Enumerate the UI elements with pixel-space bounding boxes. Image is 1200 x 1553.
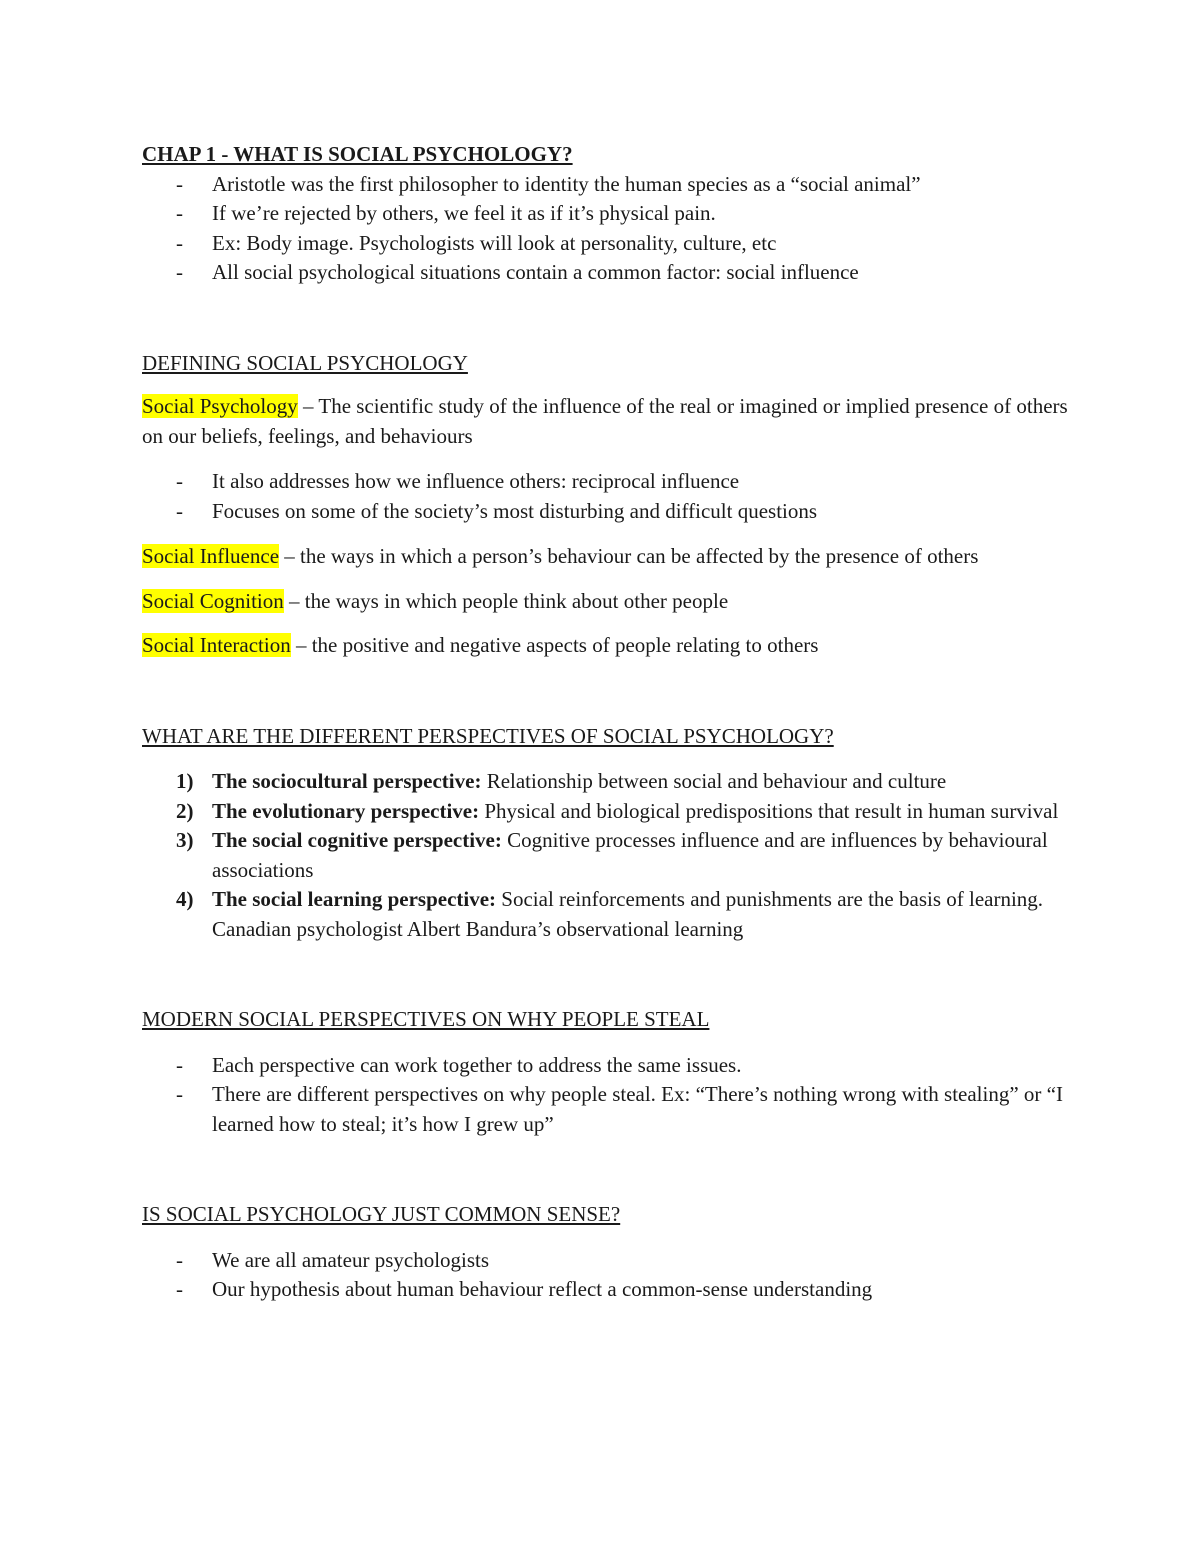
- dash-marker: -: [176, 1277, 183, 1301]
- document-page: [142, 140, 1072, 1305]
- list-number: 3): [176, 828, 194, 852]
- list-number: 1): [176, 769, 194, 793]
- dash-marker: -: [176, 201, 183, 225]
- list-item: - Our hypothesis about human behaviour reflect a common-sense understanding: [142, 1275, 1072, 1305]
- dash-marker: -: [176, 1247, 183, 1272]
- common-sense-bullet-list: [142, 1246, 1072, 1305]
- dash-marker: -: [176, 260, 183, 284]
- definition-social-cognition: Social Cognition – the ways in which people think about other people: [142, 588, 729, 613]
- list-item: - If we’re rejected by others, we feel it as if it’s physical pain.: [142, 199, 1072, 229]
- section-heading-common-sense: IS SOCIAL PSYCHOLOGY JUST COMMON SENSE?: [142, 1202, 621, 1226]
- list-item: - There are different perspectives on why people steal. Ex: “There’s nothing wrong with stealing” or “I learned how to steal; it’s how I grew up”: [176, 1082, 1063, 1136]
- list-item: 4) The social learning perspective: Social reinforcements and punishments are the basis of learning. Canadian psychologist Albert Bandura’s observational learning: [176, 887, 1044, 941]
- list-item: - Aristotle was the first philosopher to identity the human species as a “social animal”: [142, 170, 1072, 200]
- dash-marker: -: [176, 1052, 183, 1077]
- steal-bullet-list: [142, 1051, 1072, 1140]
- highlighted-term: Social Psychology: [142, 394, 298, 418]
- list-item: - Each perspective can work together to address the same issues.: [142, 1051, 1072, 1081]
- section-heading-defining: DEFINING SOCIAL PSYCHOLOGY: [142, 350, 468, 375]
- list-item: 3) The social cognitive perspective: Cognitive processes influence and are influences by behavioural associations: [176, 828, 1048, 882]
- perspectives-numbered-list: [142, 767, 1072, 944]
- dash-marker: -: [176, 171, 183, 196]
- dash-marker: -: [176, 469, 183, 493]
- section-heading-steal: MODERN SOCIAL PERSPECTIVES ON WHY PEOPLE STEAL: [142, 1007, 710, 1031]
- section-heading-perspectives: WHAT ARE THE DIFFERENT PERSPECTIVES OF SOCIAL PSYCHOLOGY?: [142, 723, 834, 748]
- list-item: - We are all amateur psychologists: [142, 1246, 1072, 1276]
- dash-marker: -: [176, 498, 183, 523]
- list-item: - Focuses on some of the society’s most disturbing and difficult questions: [142, 497, 1072, 527]
- intro-bullet-list: [142, 170, 1072, 288]
- dash-marker: -: [176, 1082, 183, 1106]
- list-item: 1) The sociocultural perspective: Relationship between social and behaviour and culture: [142, 767, 1072, 797]
- highlighted-term: Social Cognition: [142, 588, 284, 613]
- definition-social-interaction: Social Interaction – the positive and negative aspects of people relating to others: [142, 633, 819, 657]
- definition-social-psychology: Social Psychology – The scientific study of the influence of the real or imagined or implied presence of others on our beliefs, feelings, and behaviours: [142, 394, 1068, 448]
- dash-marker: -: [176, 230, 183, 255]
- list-item: - Ex: Body image. Psychologists will look at personality, culture, etc: [142, 229, 1072, 259]
- list-item: - All social psychological situations contain a common factor: social influence: [142, 258, 1072, 288]
- highlighted-term: Social Interaction: [142, 633, 291, 657]
- list-item: - It also addresses how we influence others: reciprocal influence: [142, 467, 1072, 497]
- chapter-title: CHAP 1 - WHAT IS SOCIAL PSYCHOLOGY?: [142, 142, 573, 166]
- list-number: 2): [176, 798, 194, 823]
- list-item: 2) The evolutionary perspective: Physical and biological predispositions that result in human survival: [142, 797, 1072, 827]
- defining-bullet-list: [142, 467, 1072, 526]
- definition-social-influence: Social Influence – the ways in which a person’s behaviour can be affected by the presence of others: [142, 544, 979, 568]
- highlighted-term: Social Influence: [142, 544, 280, 568]
- list-number: 4): [176, 887, 194, 911]
